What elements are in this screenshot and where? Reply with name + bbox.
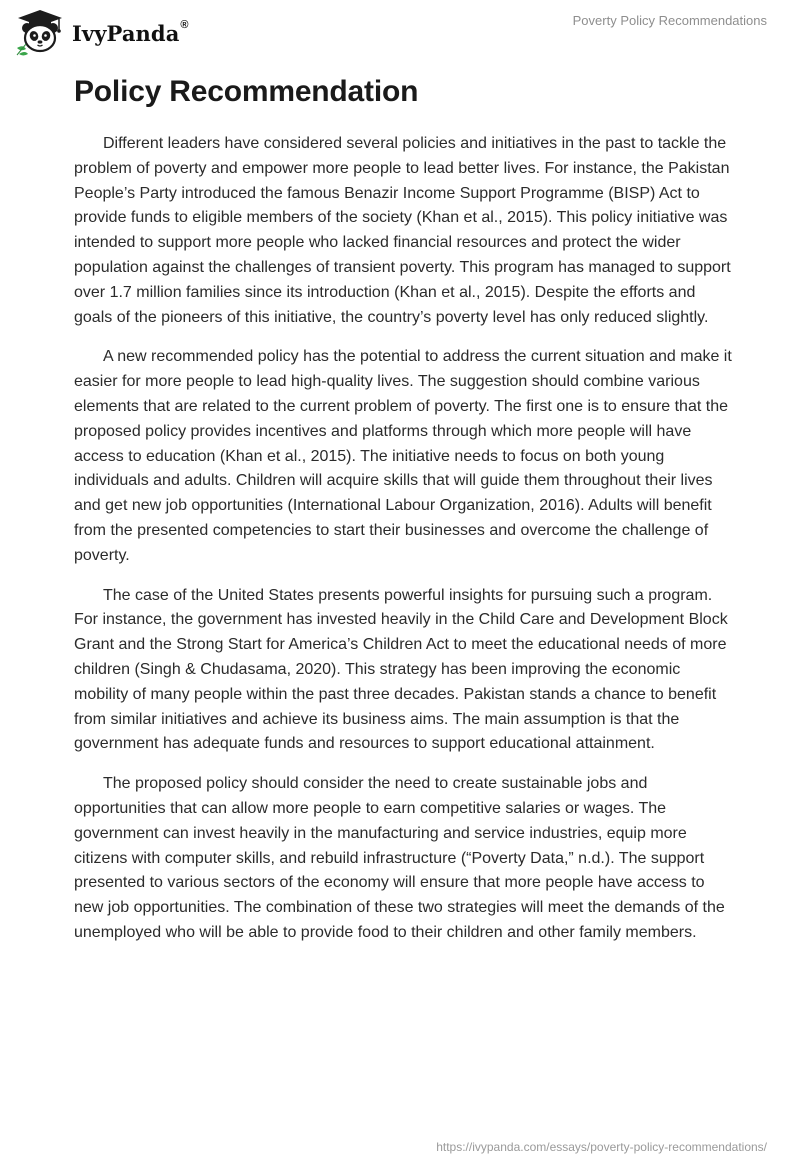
page-header: [0, 0, 800, 60]
document-title: Poverty Policy Recommendations: [572, 13, 767, 28]
article-body: [74, 72, 734, 961]
paragraph-4: The proposed policy should consider the need to create sustainable jobs and opportunities that can allow more people to earn competitive salaries or wages. The government can invest heavily in the manufacturing and service industries, equip more citizens with computer skills, and rebuild infrastructure (“Poverty Data,” n.d.). The support presented to various sectors of the economy will ensure that more people have access to new job opportunities. The combination of these two strategies will meet the demands of the unemployed who will be able to provide food to their children and other family members.: [74, 775, 725, 941]
registered-mark: ®: [180, 18, 189, 31]
paragraph-1: Different leaders have considered several policies and initiatives in the past to tackle the problem of poverty and empower more people to lead better lives. For instance, the Pakistan People’s Party introduced the famous Benazir Income Support Programme (BISP) Act to provide funds to eligible members of the society (Khan et al., 2015). This policy initiative was intended to support more people who lacked financial resources and protect the wider population against the challenges of transient poverty. This program has managed to support over 1.7 million families since its introduction (Khan et al., 2015). Despite the efforts and goals of the pioneers of this initiative, the country’s poverty level has only reduced slightly.: [74, 135, 731, 326]
brand-name: IvyPanda®: [72, 18, 189, 46]
panda-graduate-logo-icon: [14, 8, 66, 56]
page-title: Policy Recommendation: [74, 75, 419, 108]
paragraph-3: The case of the United States presents powerful insights for pursuing such a program. For instance, the government has invested heavily in the Child Care and Development Block Grant and the Strong Start for America’s Children Act to meet the educational needs of more children (Singh & Chudasama, 2020). This strategy has been improving the economic mobility of many people within the past three decades. Pakistan stands a chance to benefit from similar initiatives and achieve its business aims. The main assumption is that the government has adequate funds and resources to support educational attainment.: [74, 586, 728, 753]
ivypanda-logo[interactable]: [14, 8, 189, 56]
source-url-link[interactable]: https://ivypanda.com/essays/poverty-policy-recommendations/: [436, 1140, 767, 1154]
paragraph-2: A new recommended policy has the potential to address the current situation and make it easier for more people to lead high-quality lives. The suggestion should combine various elements that are related to the current problem of poverty. The first one is to ensure that the proposed policy provides incentives and platforms through which more people will have access to education (Khan et al., 2015). The initiative needs to focus on both young individuals and adults. Children will acquire skills that will guide them throughout their lives and get new job opportunities (International Labour Organization, 2016). Adults will benefit from the presented competencies to start their businesses and overcome the challenge of poverty.: [74, 348, 732, 564]
